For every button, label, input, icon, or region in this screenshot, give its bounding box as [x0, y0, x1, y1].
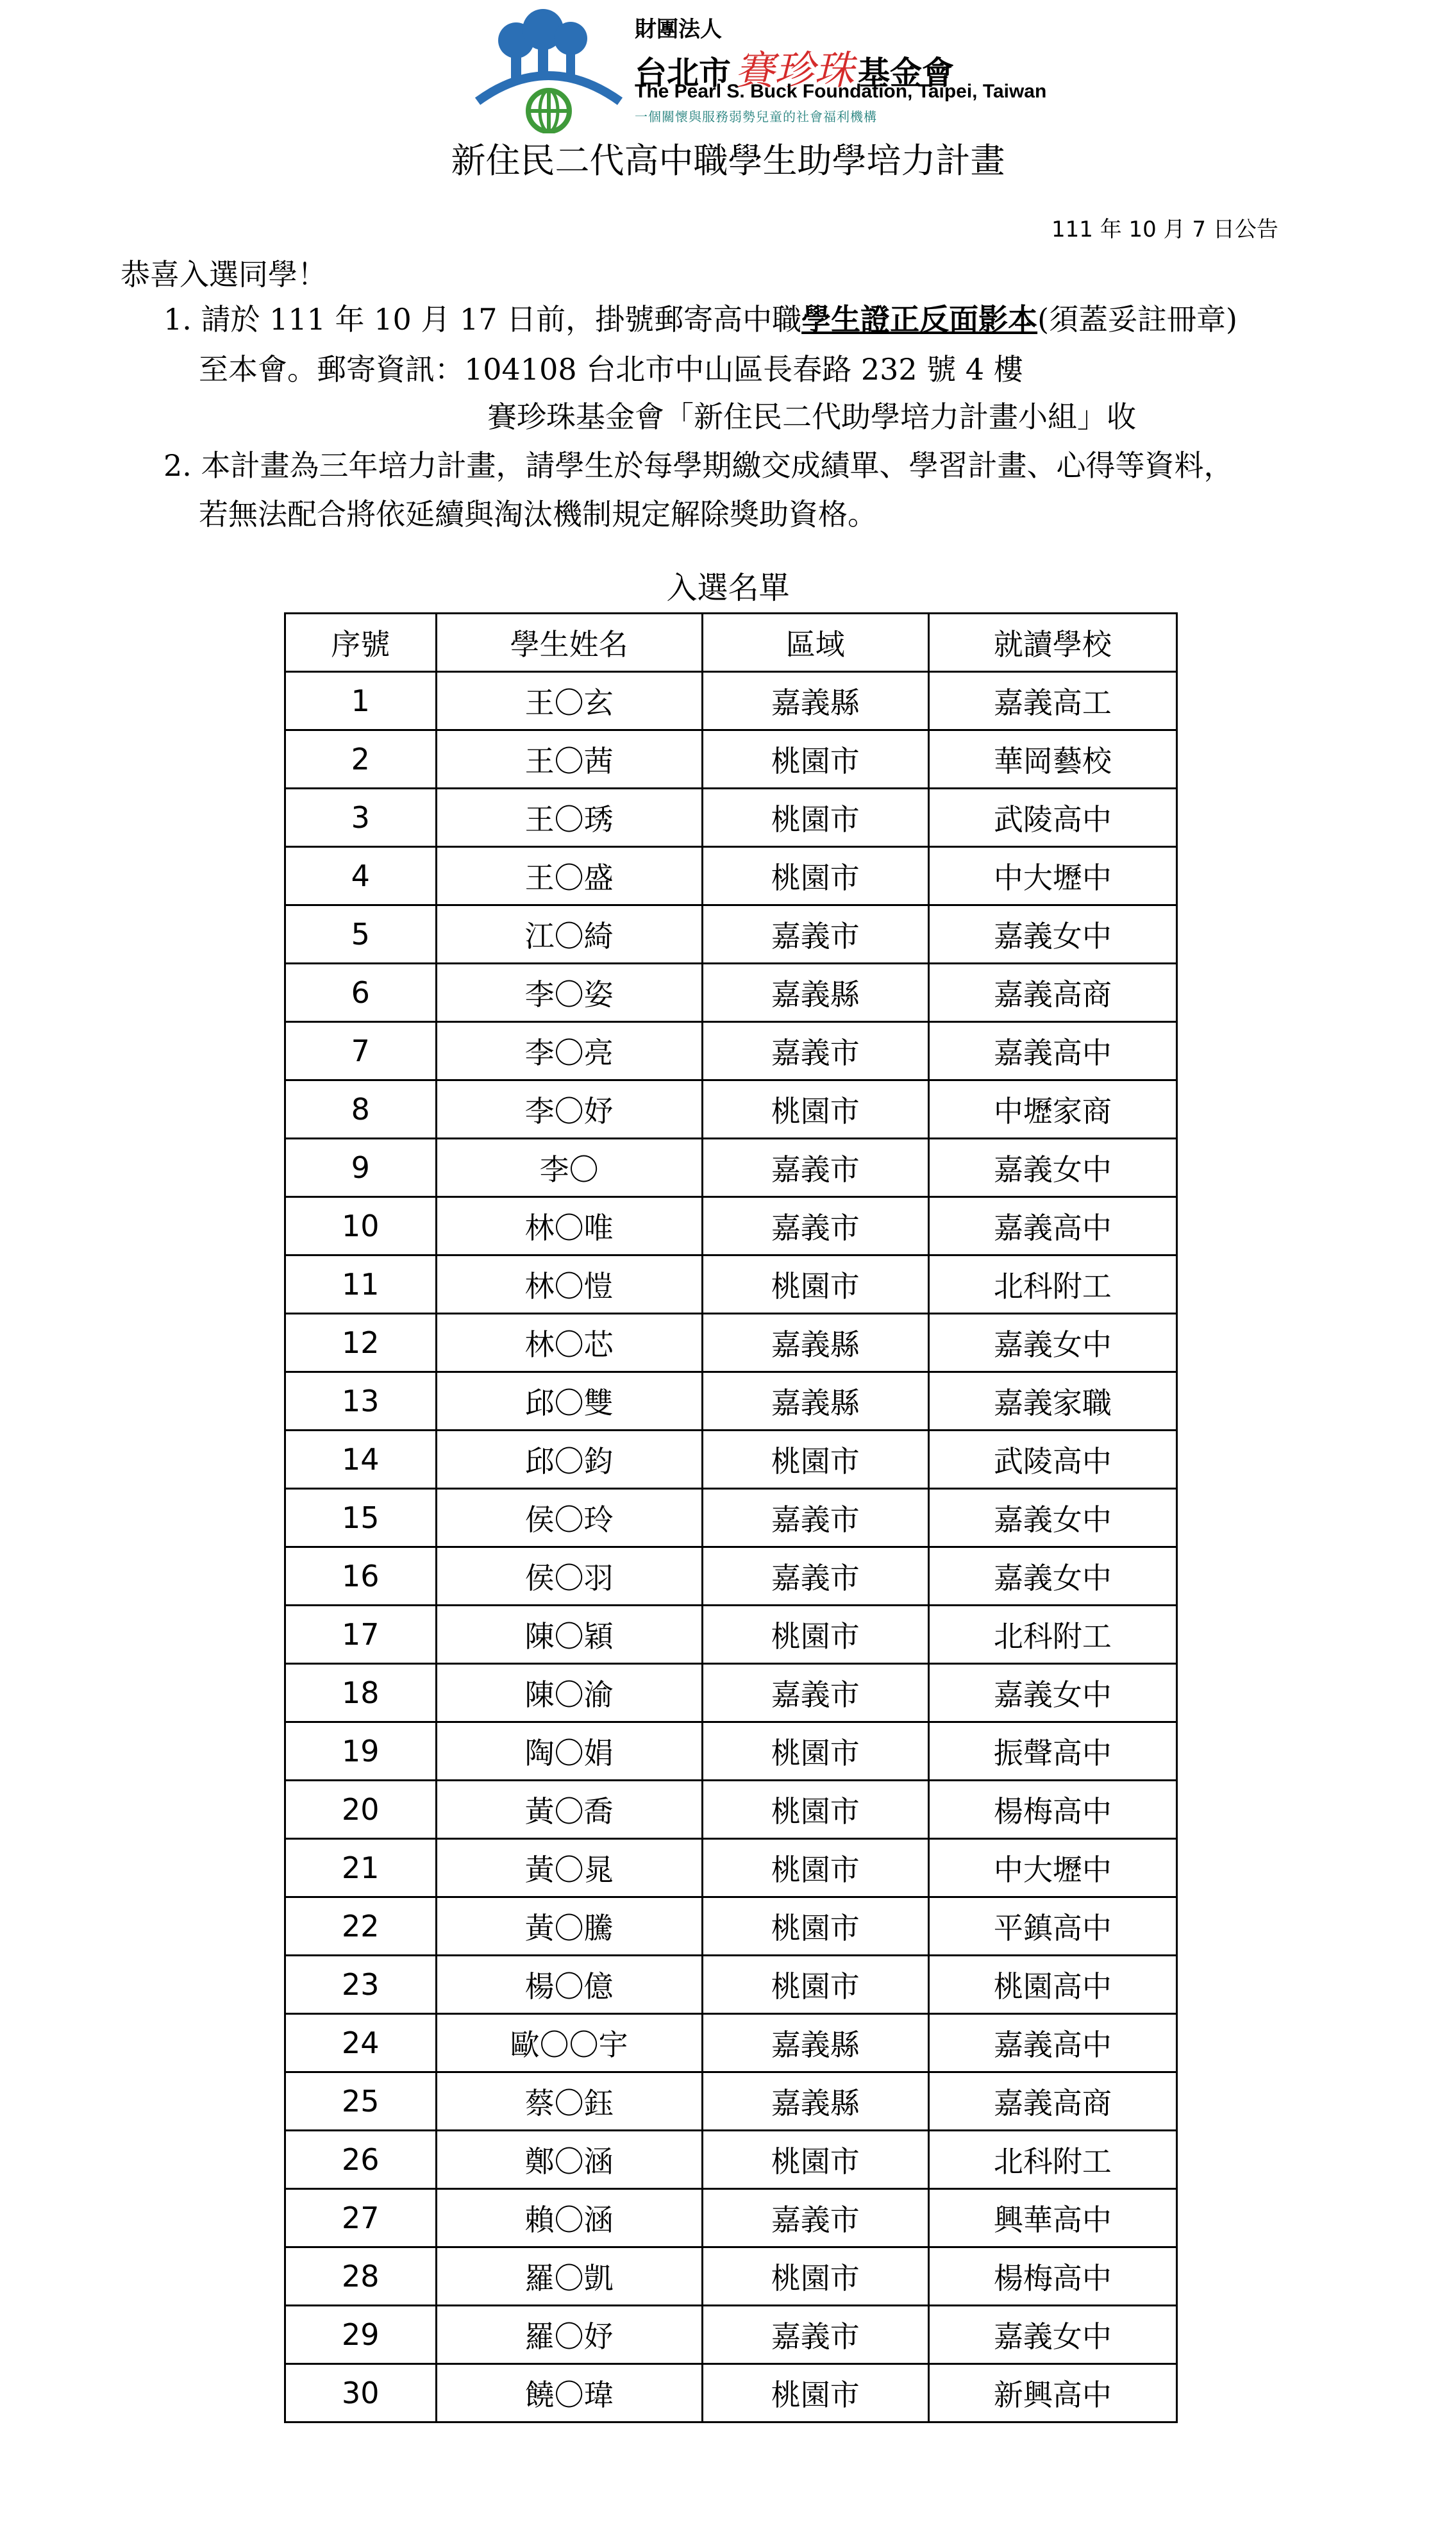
- table-row: [285, 2131, 1177, 2189]
- org-brand: 賽珍珠: [735, 47, 855, 94]
- foundation-logo: [471, 5, 1047, 133]
- region-cell: 桃園市: [702, 1080, 928, 1139]
- school-cell: 嘉義高中: [928, 1197, 1176, 1255]
- row-number-cell: 18: [285, 1664, 437, 1722]
- student-name-cell: 王〇盛: [436, 847, 702, 905]
- region-cell: 嘉義市: [702, 1022, 928, 1080]
- school-cell: 北科附工: [928, 1255, 1176, 1314]
- student-name-cell: 侯〇玲: [436, 1489, 702, 1547]
- region-cell: 桃園市: [702, 789, 928, 847]
- region-cell: 桃園市: [702, 2364, 928, 2422]
- row-number-cell: 26: [285, 2131, 437, 2189]
- row-number-cell: 4: [285, 847, 437, 905]
- item-1-emphasis: 學生證正反面影本: [801, 302, 1038, 337]
- table-row: [285, 2364, 1177, 2422]
- table-row: [285, 1722, 1177, 1781]
- student-name-cell: 饒〇瑋: [436, 2364, 702, 2422]
- school-cell: 嘉義女中: [928, 1139, 1176, 1197]
- table-row: [285, 2306, 1177, 2364]
- student-name-cell: 王〇玄: [436, 672, 702, 730]
- table-row: [285, 1372, 1177, 1431]
- school-cell: 平鎮高中: [928, 1897, 1176, 1956]
- region-cell: 桃園市: [702, 730, 928, 789]
- student-name-cell: 黃〇晁: [436, 1839, 702, 1897]
- row-number-cell: 15: [285, 1489, 437, 1547]
- region-cell: 桃園市: [702, 2247, 928, 2306]
- region-cell: 嘉義市: [702, 1139, 928, 1197]
- student-name-cell: 黃〇喬: [436, 1781, 702, 1839]
- school-cell: 嘉義高工: [928, 672, 1176, 730]
- row-number-cell: 6: [285, 964, 437, 1022]
- school-cell: 嘉義女中: [928, 1489, 1176, 1547]
- student-name-cell: 林〇愷: [436, 1255, 702, 1314]
- region-cell: 嘉義縣: [702, 2072, 928, 2131]
- region-cell: 嘉義縣: [702, 1372, 928, 1431]
- student-name-cell: 蔡〇鈺: [436, 2072, 702, 2131]
- table-header-row: [285, 614, 1177, 672]
- region-cell: 桃園市: [702, 847, 928, 905]
- school-cell: 嘉義高商: [928, 964, 1176, 1022]
- row-number-cell: 17: [285, 1606, 437, 1664]
- student-name-cell: 林〇芯: [436, 1314, 702, 1372]
- student-name-cell: 邱〇鈞: [436, 1431, 702, 1489]
- table-row: [285, 1255, 1177, 1314]
- student-name-cell: 李〇姿: [436, 964, 702, 1022]
- student-name-cell: 羅〇妤: [436, 2306, 702, 2364]
- student-name-cell: 王〇琇: [436, 789, 702, 847]
- row-number-cell: 29: [285, 2306, 437, 2364]
- table-row: [285, 2189, 1177, 2247]
- row-number-cell: 20: [285, 1781, 437, 1839]
- row-number-cell: 10: [285, 1197, 437, 1255]
- school-cell: 嘉義女中: [928, 1664, 1176, 1722]
- row-number-cell: 23: [285, 1956, 437, 2014]
- row-number-cell: 24: [285, 2014, 437, 2072]
- table-row: [285, 1606, 1177, 1664]
- school-cell: 楊梅高中: [928, 1781, 1176, 1839]
- student-name-cell: 李〇妤: [436, 1080, 702, 1139]
- table-row: [285, 1022, 1177, 1080]
- table-row: [285, 2072, 1177, 2131]
- region-cell: 嘉義市: [702, 2189, 928, 2247]
- item-1-line-3: 賽珍珠基金會「新住民二代助學培力計畫小組」收: [487, 399, 1136, 434]
- student-name-cell: 李〇亮: [436, 1022, 702, 1080]
- row-number-cell: 19: [285, 1722, 437, 1781]
- school-cell: 桃園高中: [928, 1956, 1176, 2014]
- region-cell: 桃園市: [702, 1897, 928, 1956]
- header-student-name: 學生姓名: [436, 614, 702, 672]
- org-suffix: 基金會: [858, 55, 955, 92]
- student-name-cell: 江〇綺: [436, 905, 702, 964]
- school-cell: 華岡藝校: [928, 730, 1176, 789]
- region-cell: 桃園市: [702, 1431, 928, 1489]
- table-row: [285, 905, 1177, 964]
- table-row: [285, 1956, 1177, 2014]
- school-cell: 嘉義女中: [928, 905, 1176, 964]
- notice-date: 111 年 10 月 7 日公告: [1051, 217, 1278, 242]
- row-number-cell: 11: [285, 1255, 437, 1314]
- selected-students-table: [284, 612, 1178, 2423]
- row-number-cell: 8: [285, 1080, 437, 1139]
- table-row: [285, 1431, 1177, 1489]
- table-row: [285, 1839, 1177, 1897]
- region-cell: 桃園市: [702, 1722, 928, 1781]
- school-cell: 嘉義高中: [928, 2014, 1176, 2072]
- row-number-cell: 14: [285, 1431, 437, 1489]
- table-row: [285, 1080, 1177, 1139]
- row-number-cell: 5: [285, 905, 437, 964]
- org-english-name: The Pearl S. Buck Foundation, Taipei, Taiwan: [635, 81, 1047, 102]
- row-number-cell: 9: [285, 1139, 437, 1197]
- school-cell: 北科附工: [928, 2131, 1176, 2189]
- table-row: [285, 1897, 1177, 1956]
- list-title: 入選名單: [666, 570, 790, 606]
- region-cell: 嘉義縣: [702, 672, 928, 730]
- region-cell: 嘉義縣: [702, 1314, 928, 1372]
- table-row: [285, 1664, 1177, 1722]
- region-cell: 嘉義市: [702, 1664, 928, 1722]
- table-row: [285, 1547, 1177, 1606]
- region-cell: 嘉義市: [702, 905, 928, 964]
- region-cell: 桃園市: [702, 1956, 928, 2014]
- row-number-cell: 30: [285, 2364, 437, 2422]
- student-name-cell: 邱〇雙: [436, 1372, 702, 1431]
- school-cell: 嘉義高中: [928, 1022, 1176, 1080]
- school-cell: 中大壢中: [928, 847, 1176, 905]
- table-row: [285, 1197, 1177, 1255]
- student-name-cell: 賴〇涵: [436, 2189, 702, 2247]
- table-row: [285, 789, 1177, 847]
- row-number-cell: 12: [285, 1314, 437, 1372]
- row-number-cell: 3: [285, 789, 437, 847]
- table-row: [285, 2014, 1177, 2072]
- table-row: [285, 847, 1177, 905]
- item-1-line-1: [163, 296, 1237, 339]
- student-name-cell: 侯〇羽: [436, 1547, 702, 1606]
- school-cell: 中壢家商: [928, 1080, 1176, 1139]
- student-name-cell: 林〇唯: [436, 1197, 702, 1255]
- school-cell: 中大壢中: [928, 1839, 1176, 1897]
- student-name-cell: 陳〇穎: [436, 1606, 702, 1664]
- school-cell: 嘉義女中: [928, 1547, 1176, 1606]
- student-name-cell: 陶〇娟: [436, 1722, 702, 1781]
- table-row: [285, 1781, 1177, 1839]
- student-name-cell: 鄭〇涵: [436, 2131, 702, 2189]
- school-cell: 嘉義高商: [928, 2072, 1176, 2131]
- org-tagline: 一個關懷與服務弱勢兒童的社會福利機構: [635, 109, 877, 124]
- item-2-line-2: 若無法配合將依延續與淘汰機制規定解除獎助資格。: [199, 497, 877, 532]
- student-name-cell: 歐〇〇宇: [436, 2014, 702, 2072]
- region-cell: 嘉義縣: [702, 964, 928, 1022]
- document-title: 新住民二代高中職學生助學培力計畫: [451, 140, 1005, 181]
- student-name-cell: 李〇: [436, 1139, 702, 1197]
- foundation-logo-icon: [471, 5, 625, 133]
- row-number-cell: 1: [285, 672, 437, 730]
- school-cell: 武陵高中: [928, 1431, 1176, 1489]
- row-number-cell: 28: [285, 2247, 437, 2306]
- student-name-cell: 黃〇騰: [436, 1897, 702, 1956]
- school-cell: 嘉義家職: [928, 1372, 1176, 1431]
- row-number-cell: 22: [285, 1897, 437, 1956]
- region-cell: 嘉義市: [702, 1547, 928, 1606]
- org-city: 台北市: [635, 55, 731, 92]
- table-row: [285, 1314, 1177, 1372]
- greeting: 恭喜入選同學！: [121, 257, 327, 292]
- row-number-cell: 13: [285, 1372, 437, 1431]
- row-number-cell: 21: [285, 1839, 437, 1897]
- region-cell: 桃園市: [702, 1255, 928, 1314]
- region-cell: 桃園市: [702, 1781, 928, 1839]
- school-cell: 振聲高中: [928, 1722, 1176, 1781]
- region-cell: 嘉義市: [702, 1197, 928, 1255]
- student-name-cell: 陳〇渝: [436, 1664, 702, 1722]
- school-cell: 新興高中: [928, 2364, 1176, 2422]
- row-number-cell: 2: [285, 730, 437, 789]
- row-number-cell: 27: [285, 2189, 437, 2247]
- table-row: [285, 730, 1177, 789]
- table-row: [285, 1139, 1177, 1197]
- region-cell: 桃園市: [702, 2131, 928, 2189]
- table-row: [285, 964, 1177, 1022]
- region-cell: 桃園市: [702, 1839, 928, 1897]
- item-2-line-1: 2. 本計畫為三年培力計畫，請學生於每學期繳交成績單、學習計畫、心得等資料，: [163, 448, 1234, 483]
- header-number: 序號: [285, 614, 437, 672]
- student-name-cell: 楊〇億: [436, 1956, 702, 2014]
- item-1-before: 1. 請於 111 年 10 月 17 日前，掛號郵寄高中職: [163, 302, 802, 337]
- school-cell: 嘉義女中: [928, 2306, 1176, 2364]
- table-row: [285, 672, 1177, 730]
- school-cell: 興華高中: [928, 2189, 1176, 2247]
- item-1-line-2: 至本會。郵寄資訊：104108 台北市中山區長春路 232 號 4 樓: [199, 352, 1023, 387]
- school-cell: 楊梅高中: [928, 2247, 1176, 2306]
- org-prefix: 財團法人: [635, 17, 722, 42]
- region-cell: 嘉義市: [702, 2306, 928, 2364]
- header-school: 就讀學校: [928, 614, 1176, 672]
- region-cell: 桃園市: [702, 1606, 928, 1664]
- student-name-cell: 羅〇凱: [436, 2247, 702, 2306]
- table-row: [285, 1489, 1177, 1547]
- item-1-after: (須蓋妥註冊章): [1037, 302, 1238, 337]
- row-number-cell: 7: [285, 1022, 437, 1080]
- school-cell: 嘉義女中: [928, 1314, 1176, 1372]
- school-cell: 武陵高中: [928, 789, 1176, 847]
- table-row: [285, 2247, 1177, 2306]
- header-region: 區域: [702, 614, 928, 672]
- region-cell: 嘉義縣: [702, 2014, 928, 2072]
- region-cell: 嘉義市: [702, 1489, 928, 1547]
- student-name-cell: 王〇茜: [436, 730, 702, 789]
- row-number-cell: 25: [285, 2072, 437, 2131]
- school-cell: 北科附工: [928, 1606, 1176, 1664]
- row-number-cell: 16: [285, 1547, 437, 1606]
